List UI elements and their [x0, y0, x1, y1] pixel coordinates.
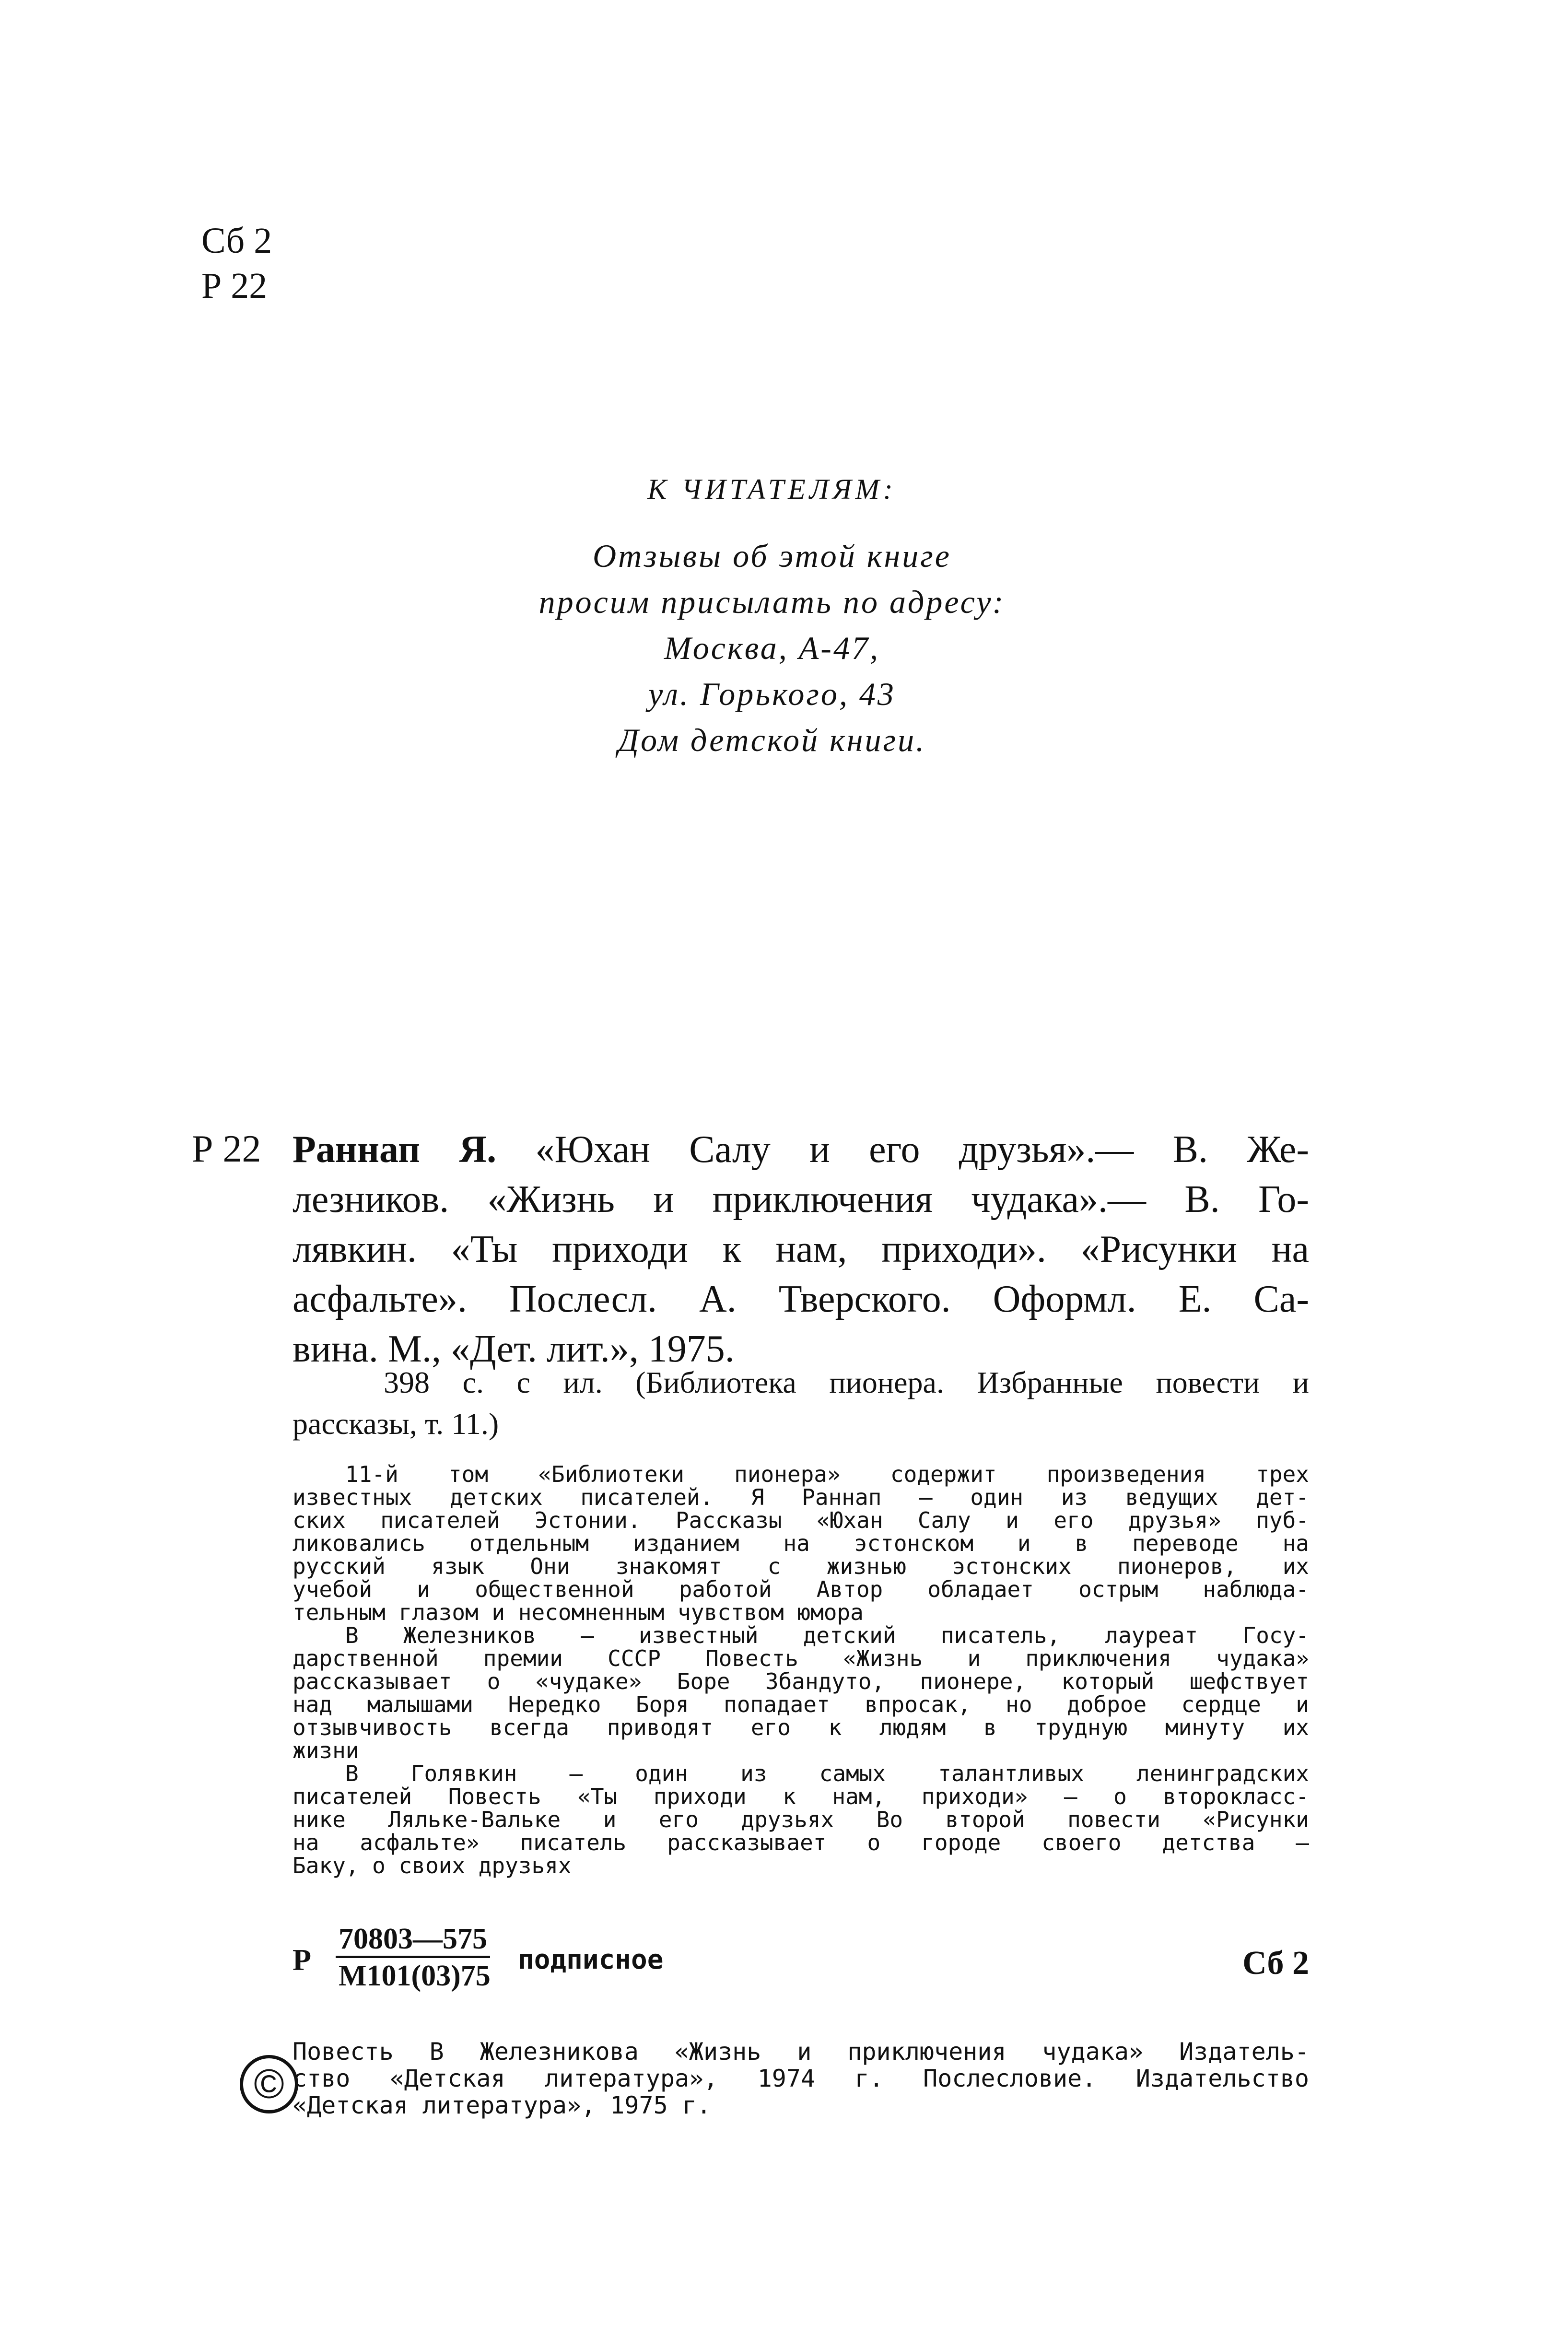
annotation-line: Баку, о своих друзьях: [293, 1853, 572, 1878]
copyright-notice: [293, 2038, 1309, 2119]
catalog-fraction: [336, 1923, 493, 1992]
annotation-line: ских писателей Эстонии. Рассказы «Юхан Салу и его друзья» пуб-: [293, 1507, 1309, 1533]
annotation-line: учебой и общественной работой Автор обладает острым наблюда-: [293, 1576, 1309, 1602]
copyright-icon: ©: [240, 2055, 298, 2113]
annotation-line: 11-й том «Библиотеки пионера» содержит произведения трех: [345, 1461, 1309, 1487]
notice-line: Отзывы об этой книге: [593, 538, 951, 574]
annotation-line: рассказывает о «чудаке» Боре Збандуто, пионере, который шефствует: [293, 1668, 1309, 1694]
catalog-code: Сб 2: [1242, 1945, 1309, 1982]
series-line: рассказы, т. 11.): [293, 1407, 499, 1441]
bibliographic-entry: [293, 1125, 1309, 1374]
annotation-line: известных детских писателей. Я Раннап — один из ведущих дет-: [293, 1484, 1309, 1510]
annotation-line: тельным глазом и несомненным чувством юмора: [293, 1599, 864, 1625]
entry-line: асфальте». Послесл. А. Тверского. Оформл. Е. Са-: [293, 1278, 1309, 1320]
entry-line: вина. М., «Дет. лит.», 1975.: [293, 1328, 735, 1370]
entry-author: Раннап Я.: [293, 1128, 497, 1171]
notice-line: ул. Горького, 43: [648, 676, 896, 712]
annotation-line: В Голявкин — один из самых талантливых ленинградских: [345, 1761, 1309, 1786]
annotation-line: дарственной премии СССР Повесть «Жизнь и приключения чудака»: [293, 1645, 1309, 1671]
annotation: [293, 1463, 1309, 1877]
annotation-line: на асфальте» писатель рассказывает о городе своего детства —: [293, 1830, 1309, 1855]
copyright-line: Повесть В Железникова «Жизнь и приключения чудака» Издатель-: [293, 2038, 1309, 2066]
entry-code: Р 22: [192, 1128, 261, 1170]
notice-line: Москва, А-47,: [664, 630, 880, 666]
class-mark-author: Р 22: [201, 266, 268, 306]
copyright-line: «Детская литература», 1975 г.: [293, 2091, 711, 2119]
series-line: 398 с. с ил. (Библиотека пионера. Избранные повести и: [384, 1365, 1309, 1399]
annotation-line: русский язык Они знакомят с жизнью эстонских пионеров, их: [293, 1553, 1309, 1579]
annotation-line: жизни: [293, 1738, 359, 1763]
catalog-prefix: Р: [293, 1943, 312, 1977]
annotation-line: писателей Повесть «Ты приходи к нам, приходи» — о второкласс-: [293, 1784, 1309, 1809]
subscription-label: подписное: [518, 1944, 664, 1975]
notice-line: Дом детской книги.: [618, 722, 926, 758]
catalog-denominator: М101(03)75: [339, 1960, 491, 1992]
class-mark-primary: Сб 2: [201, 221, 272, 261]
class-marks: [201, 218, 272, 308]
entry-line: лезников. «Жизнь и приключения чудака».— В. Го-: [293, 1178, 1309, 1221]
notice-title: К ЧИТАТЕЛЯМ:: [647, 473, 897, 505]
annotation-line: ликовались отдельным изданием на эстонском и в переводе на: [293, 1530, 1309, 1556]
entry-line-text: «Юхан Салу и его друзья».— В. Же-: [496, 1128, 1310, 1171]
notice-address: [412, 533, 1132, 763]
annotation-line: над малышами Нередко Боря попадает впросак, но доброе сердце и: [293, 1691, 1309, 1717]
entry-line: лявкин. «Ты приходи к нам, приходи». «Рисунки на: [293, 1228, 1309, 1270]
reader-notice: [412, 468, 1132, 763]
notice-line: просим присылать по адресу:: [538, 584, 1006, 620]
catalog-number-row: [293, 1923, 1309, 2000]
annotation-line: отзывчивость всегда приводят его к людям в трудную минуту их: [293, 1714, 1309, 1740]
copyright-line: ство «Детская литература», 1974 г. Послесловие. Издательство: [293, 2065, 1309, 2092]
annotation-line: нике Ляльке-Вальке и его друзьях Во второй повести «Рисунки: [293, 1807, 1309, 1832]
annotation-line: В Железников — известный детский писатель, лауреат Госу-: [345, 1622, 1309, 1648]
catalog-numerator: 70803—575: [336, 1923, 490, 1958]
entry-line: [293, 1125, 1309, 1174]
entry-series: [293, 1362, 1309, 1444]
